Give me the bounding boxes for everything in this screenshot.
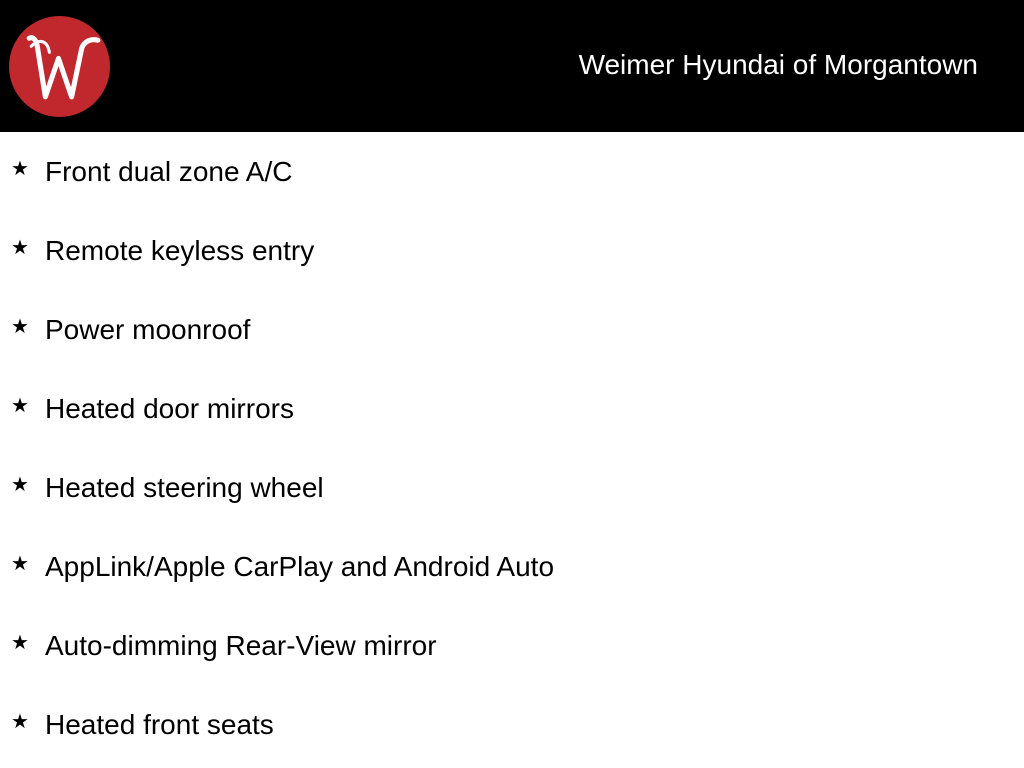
feature-label: Heated front seats bbox=[45, 709, 274, 740]
list-item bbox=[0, 211, 1024, 290]
w-monogram-logo-icon bbox=[9, 16, 110, 117]
feature-label: Power moonroof bbox=[45, 314, 251, 345]
list-item bbox=[0, 606, 1024, 685]
star-icon: ★ bbox=[11, 235, 29, 259]
list-item bbox=[0, 369, 1024, 448]
list-item bbox=[0, 448, 1024, 527]
feature-label: Remote keyless entry bbox=[45, 235, 315, 266]
feature-list bbox=[0, 132, 1024, 764]
list-item bbox=[0, 290, 1024, 369]
star-icon: ★ bbox=[11, 709, 29, 733]
star-icon: ★ bbox=[11, 472, 29, 496]
list-item bbox=[0, 527, 1024, 606]
star-icon: ★ bbox=[11, 156, 29, 180]
feature-label: AppLink/Apple CarPlay and Android Auto bbox=[45, 551, 555, 582]
star-icon: ★ bbox=[11, 551, 29, 575]
dealer-name: Weimer Hyundai of Morgantown bbox=[578, 49, 978, 80]
header-bar bbox=[0, 0, 1024, 132]
list-item bbox=[0, 132, 1024, 211]
feature-label: Heated door mirrors bbox=[45, 393, 294, 424]
star-icon: ★ bbox=[11, 630, 29, 654]
feature-label: Front dual zone A/C bbox=[45, 156, 293, 187]
star-icon: ★ bbox=[11, 314, 29, 338]
star-icon: ★ bbox=[11, 393, 29, 417]
list-item bbox=[0, 685, 1024, 764]
feature-label: Heated steering wheel bbox=[45, 472, 324, 503]
feature-label: Auto-dimming Rear-View mirror bbox=[45, 630, 437, 661]
